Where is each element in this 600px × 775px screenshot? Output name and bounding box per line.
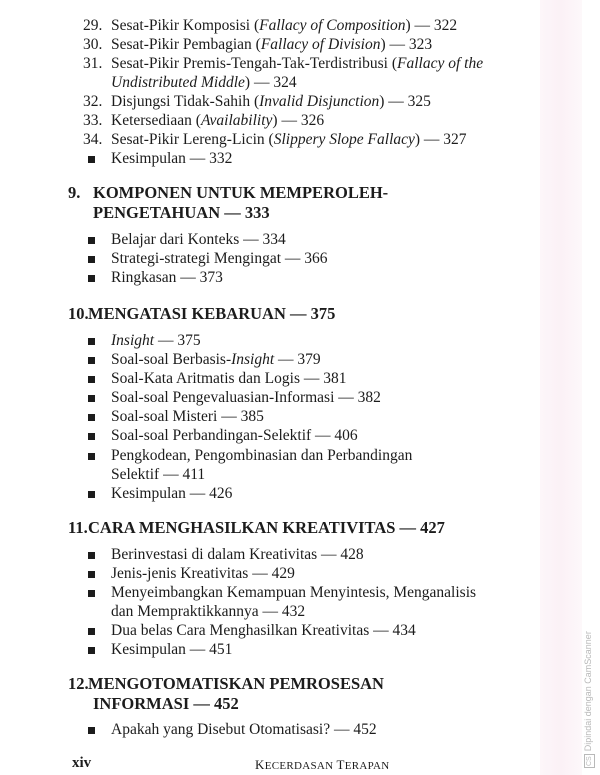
- running-footer-title: KECERDASAN TERAPAN: [255, 757, 390, 772]
- camscanner-logo-icon: CS: [586, 756, 593, 766]
- entry-text: Ringkasan — 373: [111, 269, 223, 286]
- bullet-icon: [88, 357, 95, 364]
- entry-text: Menyeimbangkan Kemampuan Menyintesis, Menganalisis: [111, 584, 477, 601]
- entry-text: Sesat-Pikir Premis-Tengah-Tak-Terdistribusi (Fallacy of the: [111, 55, 484, 72]
- chapter-title: KOMPONEN UNTUK MEMPEROLEH-: [93, 183, 389, 202]
- entry-text: Sesat-Pikir Komposisi (Fallacy of Composition) — 322: [111, 17, 458, 34]
- entry-number: 31.: [83, 55, 103, 72]
- chapter-number: 10.: [68, 304, 89, 323]
- bullet-icon: [88, 647, 95, 654]
- bullet-icon: [88, 237, 95, 244]
- bullet-icon: [88, 433, 95, 440]
- scanner-watermark: CSDipindai dengan CamScanner: [583, 631, 593, 766]
- chapter-number: 11.: [68, 518, 88, 537]
- entry-number: 30.: [83, 36, 103, 53]
- bullet-icon: [88, 590, 95, 597]
- entry-text: Insight — 375: [111, 332, 201, 349]
- entry-number: 32.: [83, 93, 103, 110]
- bullet-icon: [88, 376, 95, 383]
- bullet-icon: [88, 552, 95, 559]
- bullet-icon: [88, 256, 95, 263]
- entry-text: Soal-soal Pengevaluasian-Informasi — 382: [111, 389, 381, 406]
- entry-text: Sesat-Pikir Lereng-Licin (Slippery Slope Fallacy) — 327: [111, 131, 467, 148]
- entry-text: Soal-Kata Aritmatis dan Logis — 381: [111, 370, 347, 387]
- entry-text: Kesimpulan — 451: [111, 641, 233, 658]
- bullet-icon: [88, 727, 95, 734]
- entry-text: Belajar dari Konteks — 334: [111, 231, 286, 248]
- entry-text: Soal-soal Perbandingan-Selektif — 406: [111, 427, 358, 444]
- bullet-icon: [88, 275, 95, 282]
- page-number: xiv: [72, 755, 92, 771]
- chapter-title: MENGOTOMATISKAN PEMROSESAN: [88, 674, 384, 693]
- bullet-icon: [88, 453, 95, 460]
- entry-text: Soal-soal Berbasis-Insight — 379: [111, 351, 321, 368]
- entry-text: Selektif — 411: [111, 466, 206, 483]
- bullet-icon: [88, 395, 95, 402]
- entry-text: Strategi-strategi Mengingat — 366: [111, 250, 328, 267]
- entry-text: Disjungsi Tidak-Sahih (Invalid Disjunction) — 325: [111, 93, 431, 110]
- entry-text: Jenis-jenis Kreativitas — 429: [111, 565, 295, 582]
- entry-number: 33.: [83, 112, 103, 129]
- bullet-icon: [88, 338, 95, 345]
- entry-number: 29.: [83, 17, 103, 34]
- entry-text: Soal-soal Misteri — 385: [111, 408, 264, 425]
- bullet-icon: [88, 414, 95, 421]
- entry-text: Apakah yang Disebut Otomatisasi? — 452: [111, 721, 377, 738]
- entry-text: Pengkodean, Pengombinasian dan Perbandingan: [111, 447, 413, 464]
- entry-text: Dua belas Cara Menghasilkan Kreativitas — 434: [111, 622, 416, 639]
- bullet-icon: [88, 156, 95, 163]
- entry-text: Ketersediaan (Availability) — 326: [111, 112, 325, 129]
- chapter-title: PENGETAHUAN — 333: [93, 203, 270, 222]
- entry-text: dan Mempraktikkannya — 432: [111, 603, 306, 620]
- chapter-number: 9.: [68, 183, 81, 202]
- entry-text: Sesat-Pikir Pembagian (Fallacy of Division) — 323: [111, 36, 433, 53]
- chapter-title: INFORMASI — 452: [93, 694, 239, 713]
- chapter-title: MENGATASI KEBARUAN — 375: [88, 304, 336, 323]
- entry-text: Kesimpulan — 426: [111, 485, 233, 502]
- bullet-icon: [88, 571, 95, 578]
- entry-text: Kesimpulan — 332: [111, 150, 233, 167]
- bullet-icon: [88, 491, 95, 498]
- entry-text: Undistributed Middle) — 324: [111, 74, 297, 91]
- bullet-icon: [88, 628, 95, 635]
- entry-number: 34.: [83, 131, 103, 148]
- entry-text: Berinvestasi di dalam Kreativitas — 428: [111, 546, 364, 563]
- chapter-number: 12.: [68, 674, 89, 693]
- chapter-title: CARA MENGHASILKAN KREATIVITAS — 427: [88, 518, 445, 537]
